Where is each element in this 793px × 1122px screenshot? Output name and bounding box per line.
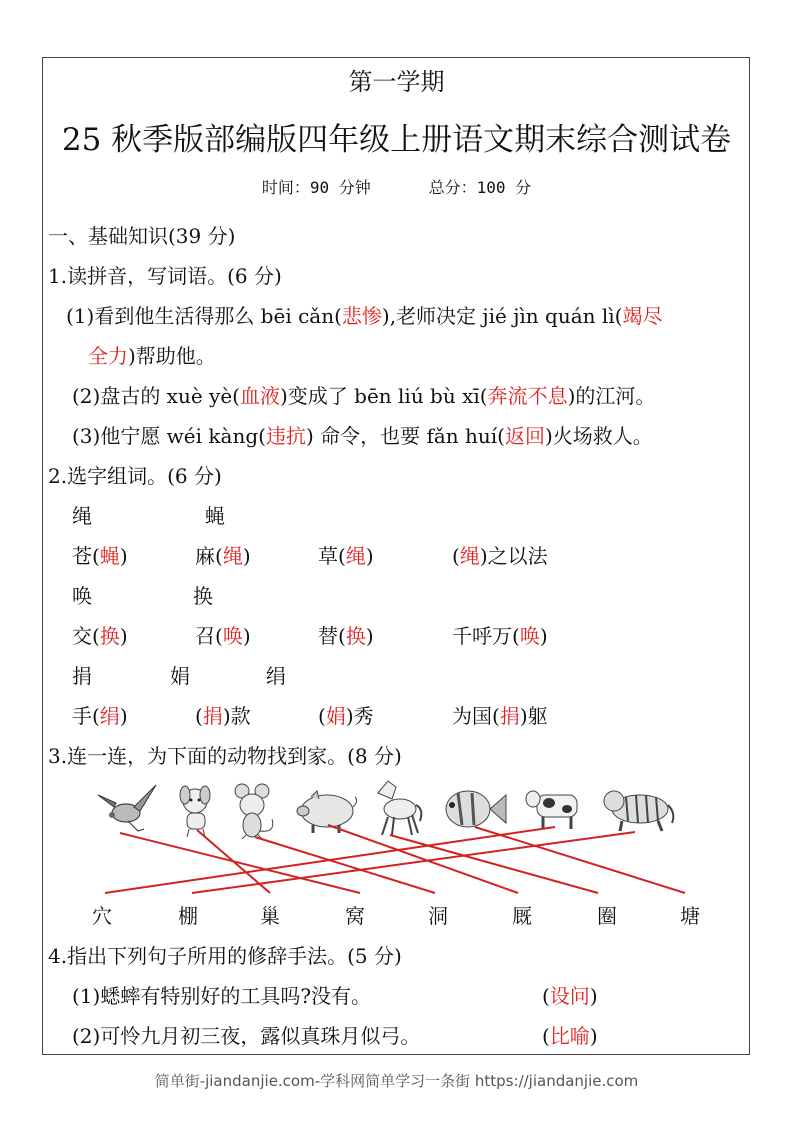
q2-word: 草(绳)	[318, 544, 374, 568]
section-title: 一、基础知识(39 分)	[48, 224, 236, 248]
q2-title: 2.选字组词。(6 分)	[48, 464, 222, 488]
match-line	[475, 827, 685, 893]
exam-border	[42, 57, 750, 1055]
q4-answer-1: (设问)	[542, 984, 598, 1008]
q2-char: 唤	[72, 584, 92, 608]
horse-icon	[378, 781, 421, 835]
answer: 奔流不息	[487, 384, 568, 408]
q2-word: (娟)秀	[318, 704, 374, 728]
q2-char: 蝇	[205, 504, 225, 528]
q2-word: 麻(绳)	[195, 544, 251, 568]
fish-icon	[446, 791, 506, 827]
cow-icon	[526, 791, 577, 829]
q1-s1-text-b: ),老师决定 jié jìn quán lì(	[381, 304, 623, 328]
q4-answer-2: (比喻)	[542, 1024, 598, 1048]
q2-word: 苍(蝇)	[72, 544, 128, 568]
q2-char: 换	[193, 584, 213, 608]
answer: 返回	[504, 424, 545, 448]
q1-sentence-1	[66, 300, 662, 329]
exam-title: 25 秋季版部编版四年级上册语文期末综合测试卷	[61, 122, 732, 158]
q2-word: 交(换)	[72, 624, 128, 648]
q2-word: 替(换)	[318, 624, 374, 648]
answer: 全力	[88, 344, 128, 368]
q4-item-2: (2)可怜九月初三夜，露似真珠月似弓。	[72, 1024, 421, 1048]
q2-word: 千呼万(唤)	[452, 624, 548, 648]
q1-sentence-1-cont	[88, 340, 216, 369]
home-label: 圈	[597, 904, 617, 928]
pig-icon	[297, 791, 357, 833]
q2-word: 召(唤)	[195, 624, 251, 648]
home-label: 窝	[345, 904, 365, 928]
home-label: 厩	[512, 904, 532, 928]
q1-s2-text-a: (2)盘古的 xuè yè(	[72, 384, 240, 408]
q2-char: 捐	[72, 664, 92, 688]
q1-title: 1.读拼音，写词语。(6 分)	[48, 264, 282, 288]
q1-s3-text-a: (3)他宁愿 wéi kàng(	[72, 424, 266, 448]
q1-sentence-2	[72, 380, 655, 409]
time-label: 时间：90 分钟	[261, 178, 371, 197]
q1-s2-text-b: )变成了 bēn liú bù xī(	[279, 384, 488, 408]
home-label: 棚	[178, 904, 198, 928]
q3-title: 3.连一连，为下面的动物找到家。(8 分)	[48, 744, 402, 768]
q1-s1-text-c: )帮助他。	[128, 344, 216, 368]
answer: 血液	[239, 384, 280, 408]
exam-meta	[0, 175, 793, 198]
home-label: 塘	[680, 904, 700, 928]
bird-icon	[98, 785, 156, 831]
answer: 悲惨	[341, 304, 382, 328]
match-line	[255, 837, 435, 893]
home-label: 巢	[260, 904, 280, 928]
matching-lines	[105, 825, 685, 893]
semester-label: 第一学期	[348, 68, 445, 96]
q1-s3-text-b: ) 命令，也要 fǎn huí(	[305, 424, 505, 448]
matching-figure	[80, 775, 690, 895]
answer: 违抗	[265, 424, 306, 448]
q2-word: 为国(捐)躯	[452, 704, 548, 728]
q2-char: 绢	[266, 664, 286, 688]
q4-title: 4.指出下列句子所用的修辞手法。(5 分)	[48, 944, 402, 968]
q2-word: (绳)之以法	[452, 544, 548, 568]
q2-word: (捐)款	[195, 704, 251, 728]
mouse-icon	[235, 784, 273, 839]
q4-item-1: (1)蟋蟀有特别好的工具吗?没有。	[72, 984, 372, 1008]
q1-sentence-3	[72, 420, 653, 449]
q2-word: 手(绢)	[72, 704, 128, 728]
q1-s2-text-c: )的江河。	[567, 384, 656, 408]
score-label: 总分：100 分	[428, 178, 532, 197]
match-line	[328, 825, 518, 893]
q1-s3-text-c: )火场救人。	[544, 424, 653, 448]
q2-char: 娟	[170, 664, 190, 688]
q2-char: 绳	[72, 504, 92, 528]
q1-s1-text-a: (1)看到他生活得那么 bēi cǎn(	[66, 304, 342, 328]
home-label: 穴	[92, 904, 112, 928]
tiger-icon	[604, 791, 673, 831]
answer: 竭尽	[622, 304, 663, 328]
match-line	[120, 833, 360, 893]
home-label: 洞	[428, 904, 448, 928]
page-footer: 简单街-jiandanjie.com-学科网简单学习一条街 https://jiandanjie.com	[154, 1072, 639, 1090]
dog-icon	[180, 786, 210, 837]
